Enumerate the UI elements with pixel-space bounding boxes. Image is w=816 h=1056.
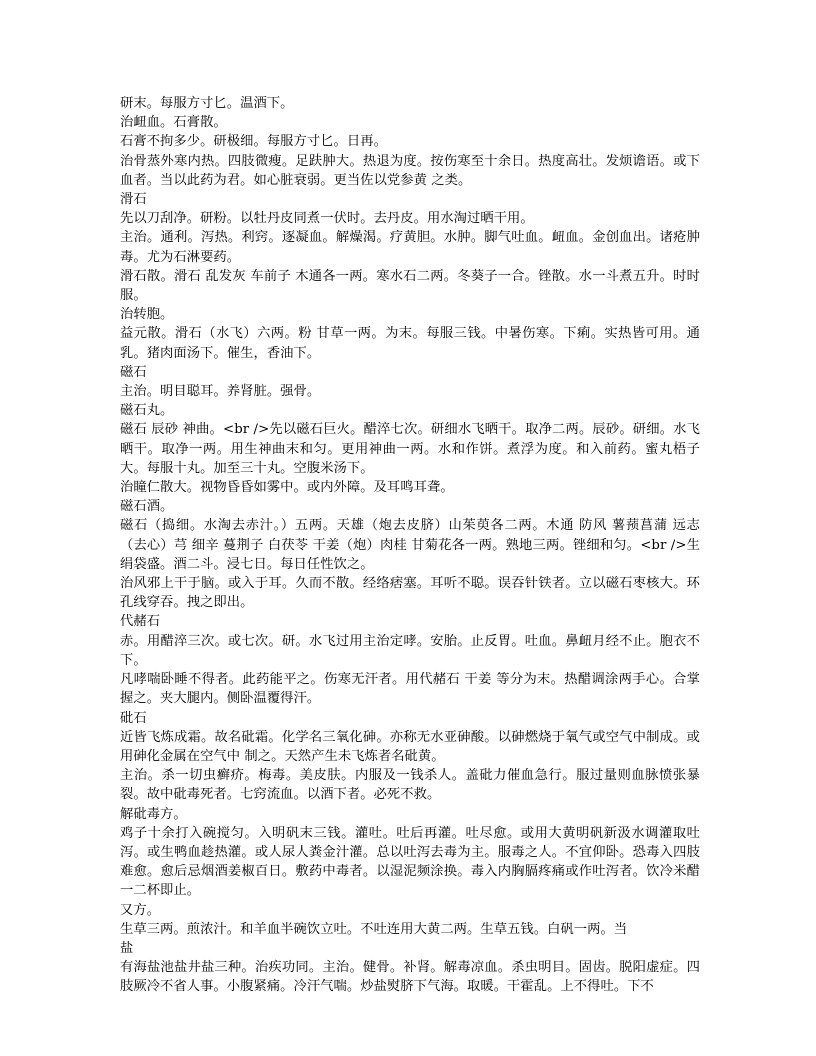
section-heading: 盐 <box>120 940 134 956</box>
text-line: 磁石（捣细。水淘去赤汁。）五两。天雄（炮去皮脐）山茱萸各二两。木通 防风 薯蓣菖蒲 远志（去心）芎 细辛 蔓荆子 白茯苓 干姜（炮）肉桂 甘菊花各一两。熟地三两。锉细和匀。<br />生绢袋盛。酒二斗。浸七日。每日任性饮之。 <box>120 518 700 572</box>
text-line: 研末。每服方寸匕。温酒下。 <box>120 96 294 111</box>
text-line: 先以刀刮净。研粉。以牡丹皮同煮一伏时。去丹皮。用水淘过晒干用。 <box>120 211 534 227</box>
text-line: 滑石散。滑石 乱发灰 车前子 木通各一两。寒水石二两。冬葵子一合。锉散。水一斗煮五升。时时服。 <box>120 268 700 304</box>
text-line: 凡哮喘卧睡不得者。此药能平之。伤寒无汗者。用代赭石 干姜 等分为末。热醋调涂两手心。合掌握之。夹大腿内。侧卧温覆得汗。 <box>120 672 700 707</box>
text-line: 治衄血。石膏散。 <box>120 115 227 131</box>
text-line: 解砒毒方。 <box>120 806 187 822</box>
text-line: 赤。用醋淬三次。或七次。研。水飞过用主治定哮。安胎。止反胃。吐血。鼻衄月经不止。胞衣不下。 <box>120 633 700 668</box>
text-line: 磁石 辰砂 神曲。<br />先以磁石巨火。醋淬七次。研细水飞晒干。取净二两。辰砂。研细。水飞晒干。取净一两。用生神曲末和匀。更用神曲一两。水和作饼。煮浮为度。和入前药。蜜丸梧子大。每服十丸。加至三十丸。空腹米汤下。 <box>120 422 700 476</box>
text-line: 治瞳仁散大。视物昏昏如雾中。或内外障。及耳鸣耳聋。 <box>120 480 454 496</box>
text-line: 主治。通利。泻热。利窍。逐凝血。解燥渴。疗黄胆。水肿。脚气吐血。衄血。金创血出。诸疮肿毒。尤为石淋要药。 <box>120 230 700 265</box>
text-line: 治骨蒸外寒内热。四肢微瘦。足趺肿大。热退为度。按伤寒至十余日。热度高壮。发烦谵语。或下血者。当以此药为君。如心脏衰弱。更当佐以党参黄 之类。 <box>120 153 700 188</box>
text-line: 生草三两。煎浓汁。和羊血半碗饮立吐。不吐连用大黄二两。生草五钱。白矾一两。当 <box>120 921 628 937</box>
text-line: 近皆飞炼成霜。故名砒霜。化学名三氧化砷。亦称无水亚砷酸。以砷燃烧于氧气或空气中制成。或用砷化金属在空气中 制之。天然产生未飞炼者名砒黄。 <box>120 729 700 764</box>
section-heading: 砒石 <box>120 710 147 726</box>
text-line: 主治。杀一切虫癣疥。梅毒。美皮肤。内服及一钱杀人。盖砒力催血急行。服过量则血脉愤张暴裂。故中砒毒死者。七窍流血。以酒下者。必死不救。 <box>120 768 700 803</box>
text-line: 磁石酒。 <box>120 499 174 515</box>
text-line: 治转胞。 <box>120 307 174 323</box>
text-line: 治风邪上干于脑。或入于耳。久而不散。经络痞塞。耳听不聪。误吞针铁者。立以磁石枣核大。环孔线穿吞。拽之即出。 <box>120 576 700 611</box>
text-line: 磁石丸。 <box>120 403 174 419</box>
section-heading: 磁石 <box>120 364 147 380</box>
section-heading: 代赭石 <box>120 614 161 630</box>
text-line: 主治。明目聪耳。养肾脏。强骨。 <box>120 384 321 400</box>
document-page <box>120 94 700 997</box>
text-line: 益元散。滑石（水飞）六两。粉 甘草一两。为末。每服三钱。中暑伤寒。下痢。实热皆可用。通乳。猪肉面汤下。催生，香油下。 <box>120 326 700 361</box>
text-line: 有海盐池盐井盐三种。治疾功同。主治。健骨。补肾。解毒凉血。杀虫明目。固齿。脱阳虚症。四肢厥冷不省人事。小腹紧痛。冷汗气喘。炒盐熨脐下气海。取暖。干霍乱。上不得吐。下不 <box>120 960 700 995</box>
section-heading: 滑石 <box>120 192 147 208</box>
text-line: 又方。 <box>120 902 161 918</box>
text-line: 鸡子十余打入碗搅匀。入明矾末三钱。灌吐。吐后再灌。吐尽愈。或用大黄明矾新汲水调灌取吐泻。或生鸭血趁热灌。或人尿人粪金汁灌。总以吐泻去毒为主。服毒之人。不宜仰卧。恐毒入四肢难愈。愈后忌烟酒姜椒百日。敷药中毒者。以湿泥频涂换。毒入内胸膈疼痛或作吐泻者。饮冷米醋一二杯即止。 <box>120 825 700 899</box>
text-line: 石膏不拘多少。研极细。每服方寸匕。日再。 <box>120 134 387 150</box>
